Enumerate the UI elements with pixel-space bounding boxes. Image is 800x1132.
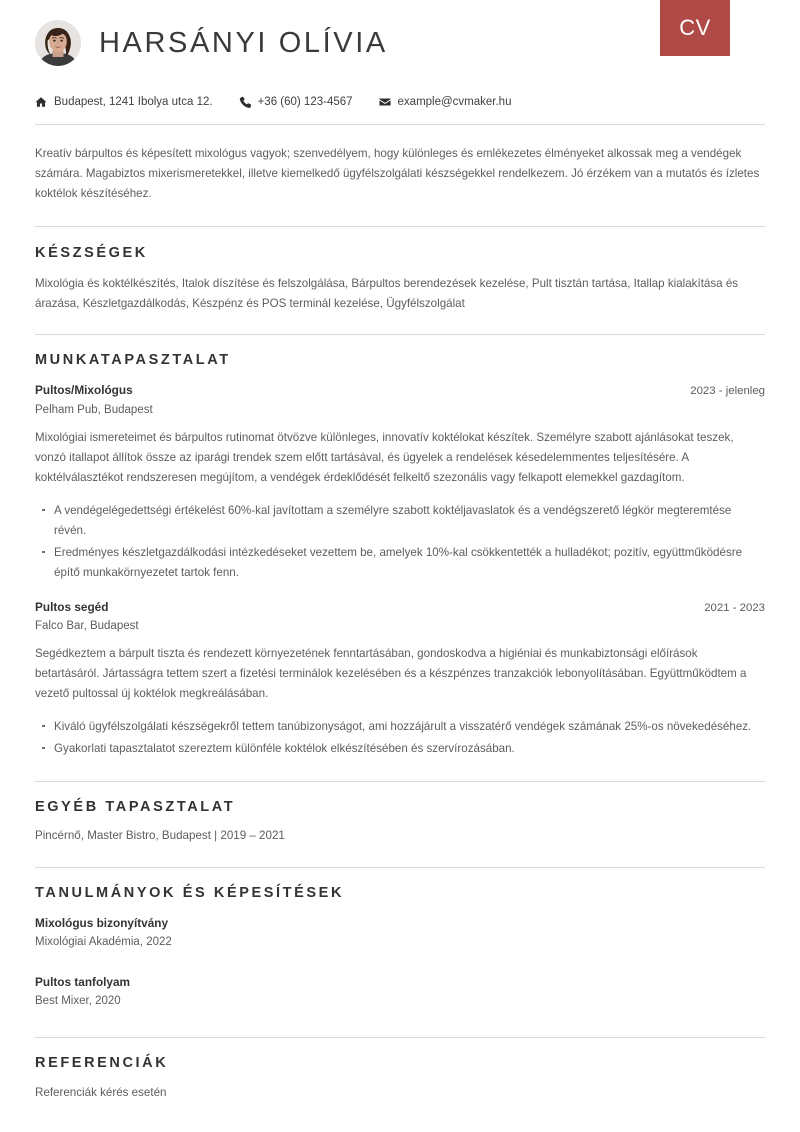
- experience-entry-head: [35, 599, 765, 617]
- experience-entry: [35, 382, 765, 582]
- education-qualification: Pultos tanfolyam: [35, 974, 131, 989]
- summary-section: [35, 125, 765, 204]
- skills-section-title: KÉSZSÉGEK: [35, 244, 148, 261]
- experience-description: Segédkeztem a bárpult tiszta és rendezett környezetének fenntartásában, gondoskodva a higiéniai és munkabiztonsági előírások betartásáról. Jártasságra tettem szert a fizetési terminálok kezelésében és a készpénzes tranzakciók lebonyolításában. Együttműködtem a vezető pultossal új koktélok megkreálásában.: [35, 647, 747, 700]
- summary-text: Kreatív bárpultos és képesített mixológus vagyok; szenvedélyem, hogy különleges és emlékezetes élményeket alkossak meg a vendégek számára. Magabiztos mixerismeretekkel, illetve kiemelkedő ügyfélszolgálati készségekkel rendelkezem. Jó érzékem van a mutatós és ízletes koktélok készítéséhez.: [35, 147, 760, 200]
- experience-section: [35, 335, 765, 759]
- page-title: HARSÁNYI OLÍVIA: [99, 26, 388, 59]
- contact-item-phone[interactable]: [239, 96, 353, 108]
- resume-header: [35, 0, 765, 76]
- education-section-title: TANULMÁNYOK ÉS KÉPESÍTÉSEK: [35, 885, 345, 902]
- education-institution: Mixológiai Akadémia, 2022: [35, 936, 172, 949]
- contact-item-address: [35, 96, 213, 108]
- references-section-title: REFERENCIÁK: [35, 1054, 169, 1071]
- list-item: A vendégelégedettségi értékelést 60%-kal javítottam a személyre szabott koktéljavaslatok és a vendégszerető légkör megteremtése révén.: [35, 501, 765, 541]
- experience-section-title: MUNKATAPASZTALAT: [35, 352, 231, 369]
- skills-section: [35, 227, 765, 314]
- phone-icon: [239, 96, 251, 108]
- list-item: Eredményes készletgazdálkodási intézkedéseket vezettem be, amelyek 10%-kal csökkentették a hulladékot; pozitív, együttműködésre építő munkakörnyezetet tartok fenn.: [35, 543, 765, 583]
- experience-organization: Falco Bar, Budapest: [35, 619, 139, 632]
- contact-address-text: Budapest, 1241 Ibolya utca 12.: [54, 96, 213, 108]
- avatar-portrait-icon: [35, 20, 81, 66]
- home-icon: [35, 96, 47, 108]
- contact-phone-text: +36 (60) 123-4567: [257, 96, 353, 108]
- experience-entry: [35, 599, 765, 759]
- education-qualification: Mixológus bizonyítvány: [35, 916, 169, 931]
- list-item: Kiváló ügyfélszolgálati készségekről tettem tanúbizonyságot, ami hozzájárult a visszatérő vendégek számának 25%-os növekedéséhez.: [35, 717, 765, 737]
- experience-organization: Pelham Pub, Budapest: [35, 403, 153, 416]
- cv-badge: CV: [660, 0, 730, 56]
- envelope-icon: [379, 96, 391, 108]
- contact-bar: [35, 96, 765, 108]
- other-experience-section-title: EGYÉB TAPASZTALAT: [35, 798, 236, 815]
- experience-description: Mixológiai ismereteimet és bárpultos rutinomat ötvözve különleges, innovatív koktélokat készítek. Személyre szabott ajánlásokat teszek, vonzó itallapot állítok össze az iparági trendek szem előtt tartásával, és ügyelek a rendelések késedelemmentes teljesítésére. A koktélválasztékot rendszeresen megújítom, a vendégek érdeklődését felkeltő szezonális vagy felkapott elemekkel gazdagítom.: [35, 430, 734, 484]
- other-experience-text: Pincérnő, Master Bistro, Budapest | 2019 – 2021: [35, 829, 285, 843]
- education-section: [35, 868, 765, 1010]
- experience-position: Pultos segéd: [35, 599, 109, 614]
- other-experience-section: [35, 782, 765, 846]
- experience-dates: 2021 - 2023: [704, 601, 765, 614]
- list-item: Gyakorlati tapasztalatot szereztem különféle koktélok elkészítésében és szervírozásában.: [35, 739, 765, 759]
- education-entry: [35, 914, 765, 951]
- experience-position: Pultos/Mixológus: [35, 383, 133, 398]
- experience-dates: 2023 - jelenleg: [690, 385, 765, 398]
- experience-entry-head: [35, 382, 765, 400]
- experience-bullets: [35, 717, 765, 759]
- contact-email-text: example@cvmaker.hu: [397, 96, 512, 108]
- experience-bullets: [35, 501, 765, 583]
- references-text: Referenciák kérés esetén: [35, 1086, 167, 1100]
- education-institution: Best Mixer, 2020: [35, 994, 121, 1007]
- education-entry: [35, 973, 765, 1010]
- avatar: [35, 20, 81, 66]
- header-identity-row: [35, 14, 765, 72]
- skills-text: Mixológia és koktélkészítés, Italok díszítése és felszolgálása, Bárpultos berendezések kezelése, Pult tisztán tartása, Itallap kialakítása és árazása, Készletgazdálkodás, Készpénz és POS terminál kezelése, Ügyfélszolgálat: [35, 277, 739, 311]
- references-section: [35, 1038, 765, 1103]
- contact-item-email[interactable]: [379, 96, 512, 108]
